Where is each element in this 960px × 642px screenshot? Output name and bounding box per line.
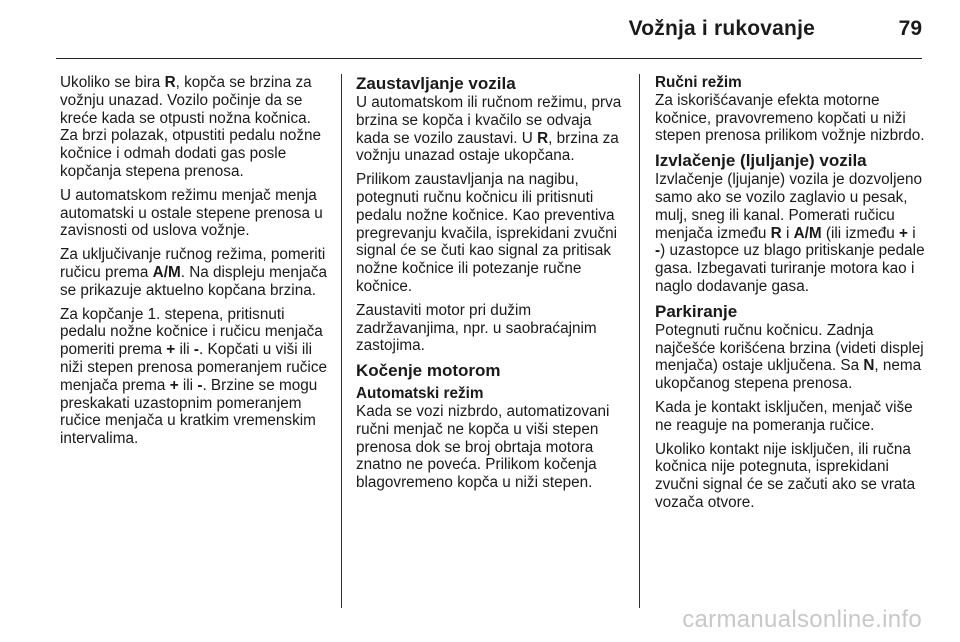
paragraph: Ukoliko se bira R, kopča se brzina za vožnju unazad. Vozilo počinje da se kreće kada se otpusti nožna kočnica. Za brzi polazak, otpustiti pedalu nožne kočnice i odmah dodati gas posle kopčanja stepena prenosa. xyxy=(60,74,322,180)
paragraph: Prilikom zaustavljanja na nagibu, potegnuti ručnu kočnicu ili pritisnuti pedalu nožne kočnice. Kao preventiva pregrevanju kvačila, isprekidani zvučni signal će se čuti kao signal za pritisak nožne kočnice ili potezanje ručne kočnice. xyxy=(356,171,618,295)
column-divider xyxy=(639,74,640,608)
page-number: 79 xyxy=(898,17,922,40)
page-header xyxy=(0,0,960,58)
paragraph: Za kopčanje 1. stepena, pritisnuti pedalu nožne kočnice i ručicu menjača pomeriti prema + ili -. Kopčati u viši ili niži stepen prenosa pomeranjem ručice menjača prema + ili -. Brzine se mogu preskakati uzastopnim pomeranjem ručice menjača u kratkim vremenskim intervalima. xyxy=(60,305,327,448)
paragraph: U automatskom ili ručnom režimu, prva brzina se kopča i kvačilo se odvaja kada se vozilo zaustavi. U R, brzina za vožnju unazad ostaje ukopčana. xyxy=(356,94,622,165)
column-1 xyxy=(60,74,328,454)
heading-parking: Parkiranje xyxy=(655,301,738,321)
subheading-manual-mode: Ručni režim xyxy=(655,74,742,91)
paragraph: Za uključivanje ručnog režima, pomeriti ručicu prema A/M. Na displeju menjača se prikazuje aktuelno kopčana brzina. xyxy=(60,246,327,299)
section-title: Vožnja i rukovanje xyxy=(628,17,815,40)
paragraph: Ukoliko kontakt nije isključen, ili ručna kočnica nije potegnuta, isprekidani zvučni signal će se začuti ako se vrata vozača otvore. xyxy=(655,440,916,511)
header-divider xyxy=(56,58,922,59)
column-3 xyxy=(655,74,925,518)
column-2 xyxy=(356,74,624,498)
subheading-automatic-mode: Automatski režim xyxy=(356,385,484,403)
paragraph: Izvlačenje (ljujanje) vozila je dozvoljeno samo ako se vozilo zaglavio u pesak, mulj, sneg ili kanal. Pomerati ručicu menjača između R i A/M (ili između + i -) uzastopce uz blago pritiskanje pedale gasa. Izbegavati turiranje motora kao i naglo dodavanje gasa. xyxy=(655,171,925,295)
paragraph: U automatskom režimu menjač menja automatski u ostale stepene prenosa u zavisnosti od uslova vožnje. xyxy=(60,186,323,240)
heading-engine-braking: Kočenje motorom xyxy=(356,361,501,381)
paragraph: Kada se vozi nizbrdo, automatizovani ručni menjač ne kopča u viši stepen prenosa dok se broj obrtaja motora znatno ne poveća. Prilikom kočenja blagovremeno kopča u niži stepen. xyxy=(356,402,610,492)
column-divider xyxy=(341,74,342,608)
paragraph: Za iskorišćavanje efekta motorne kočnice, pravovremeno kopčati u niži stepen prenosa prilikom vožnje nizbrdo. xyxy=(655,91,925,145)
watermark-text: carmanualsonline.info xyxy=(682,606,922,633)
paragraph: Zaustaviti motor pri dužim zadržavanjima, npr. u saobraćajnim zastojima. xyxy=(356,301,597,355)
heading-rocking-vehicle: Izvlačenje (ljuljanje) vozila xyxy=(655,151,867,171)
paragraph: Kada je kontakt isključen, menjač više ne reaguje na pomeranja ručice. xyxy=(655,398,913,434)
paragraph: Potegnuti ručnu kočnicu. Zadnja najčešće korišćena brzina (videti displej menjača) ostaje uključena. Sa N, nema ukopčanog stepena prenosa. xyxy=(655,321,924,393)
heading-stopping: Zaustavljanje vozila xyxy=(356,74,516,93)
